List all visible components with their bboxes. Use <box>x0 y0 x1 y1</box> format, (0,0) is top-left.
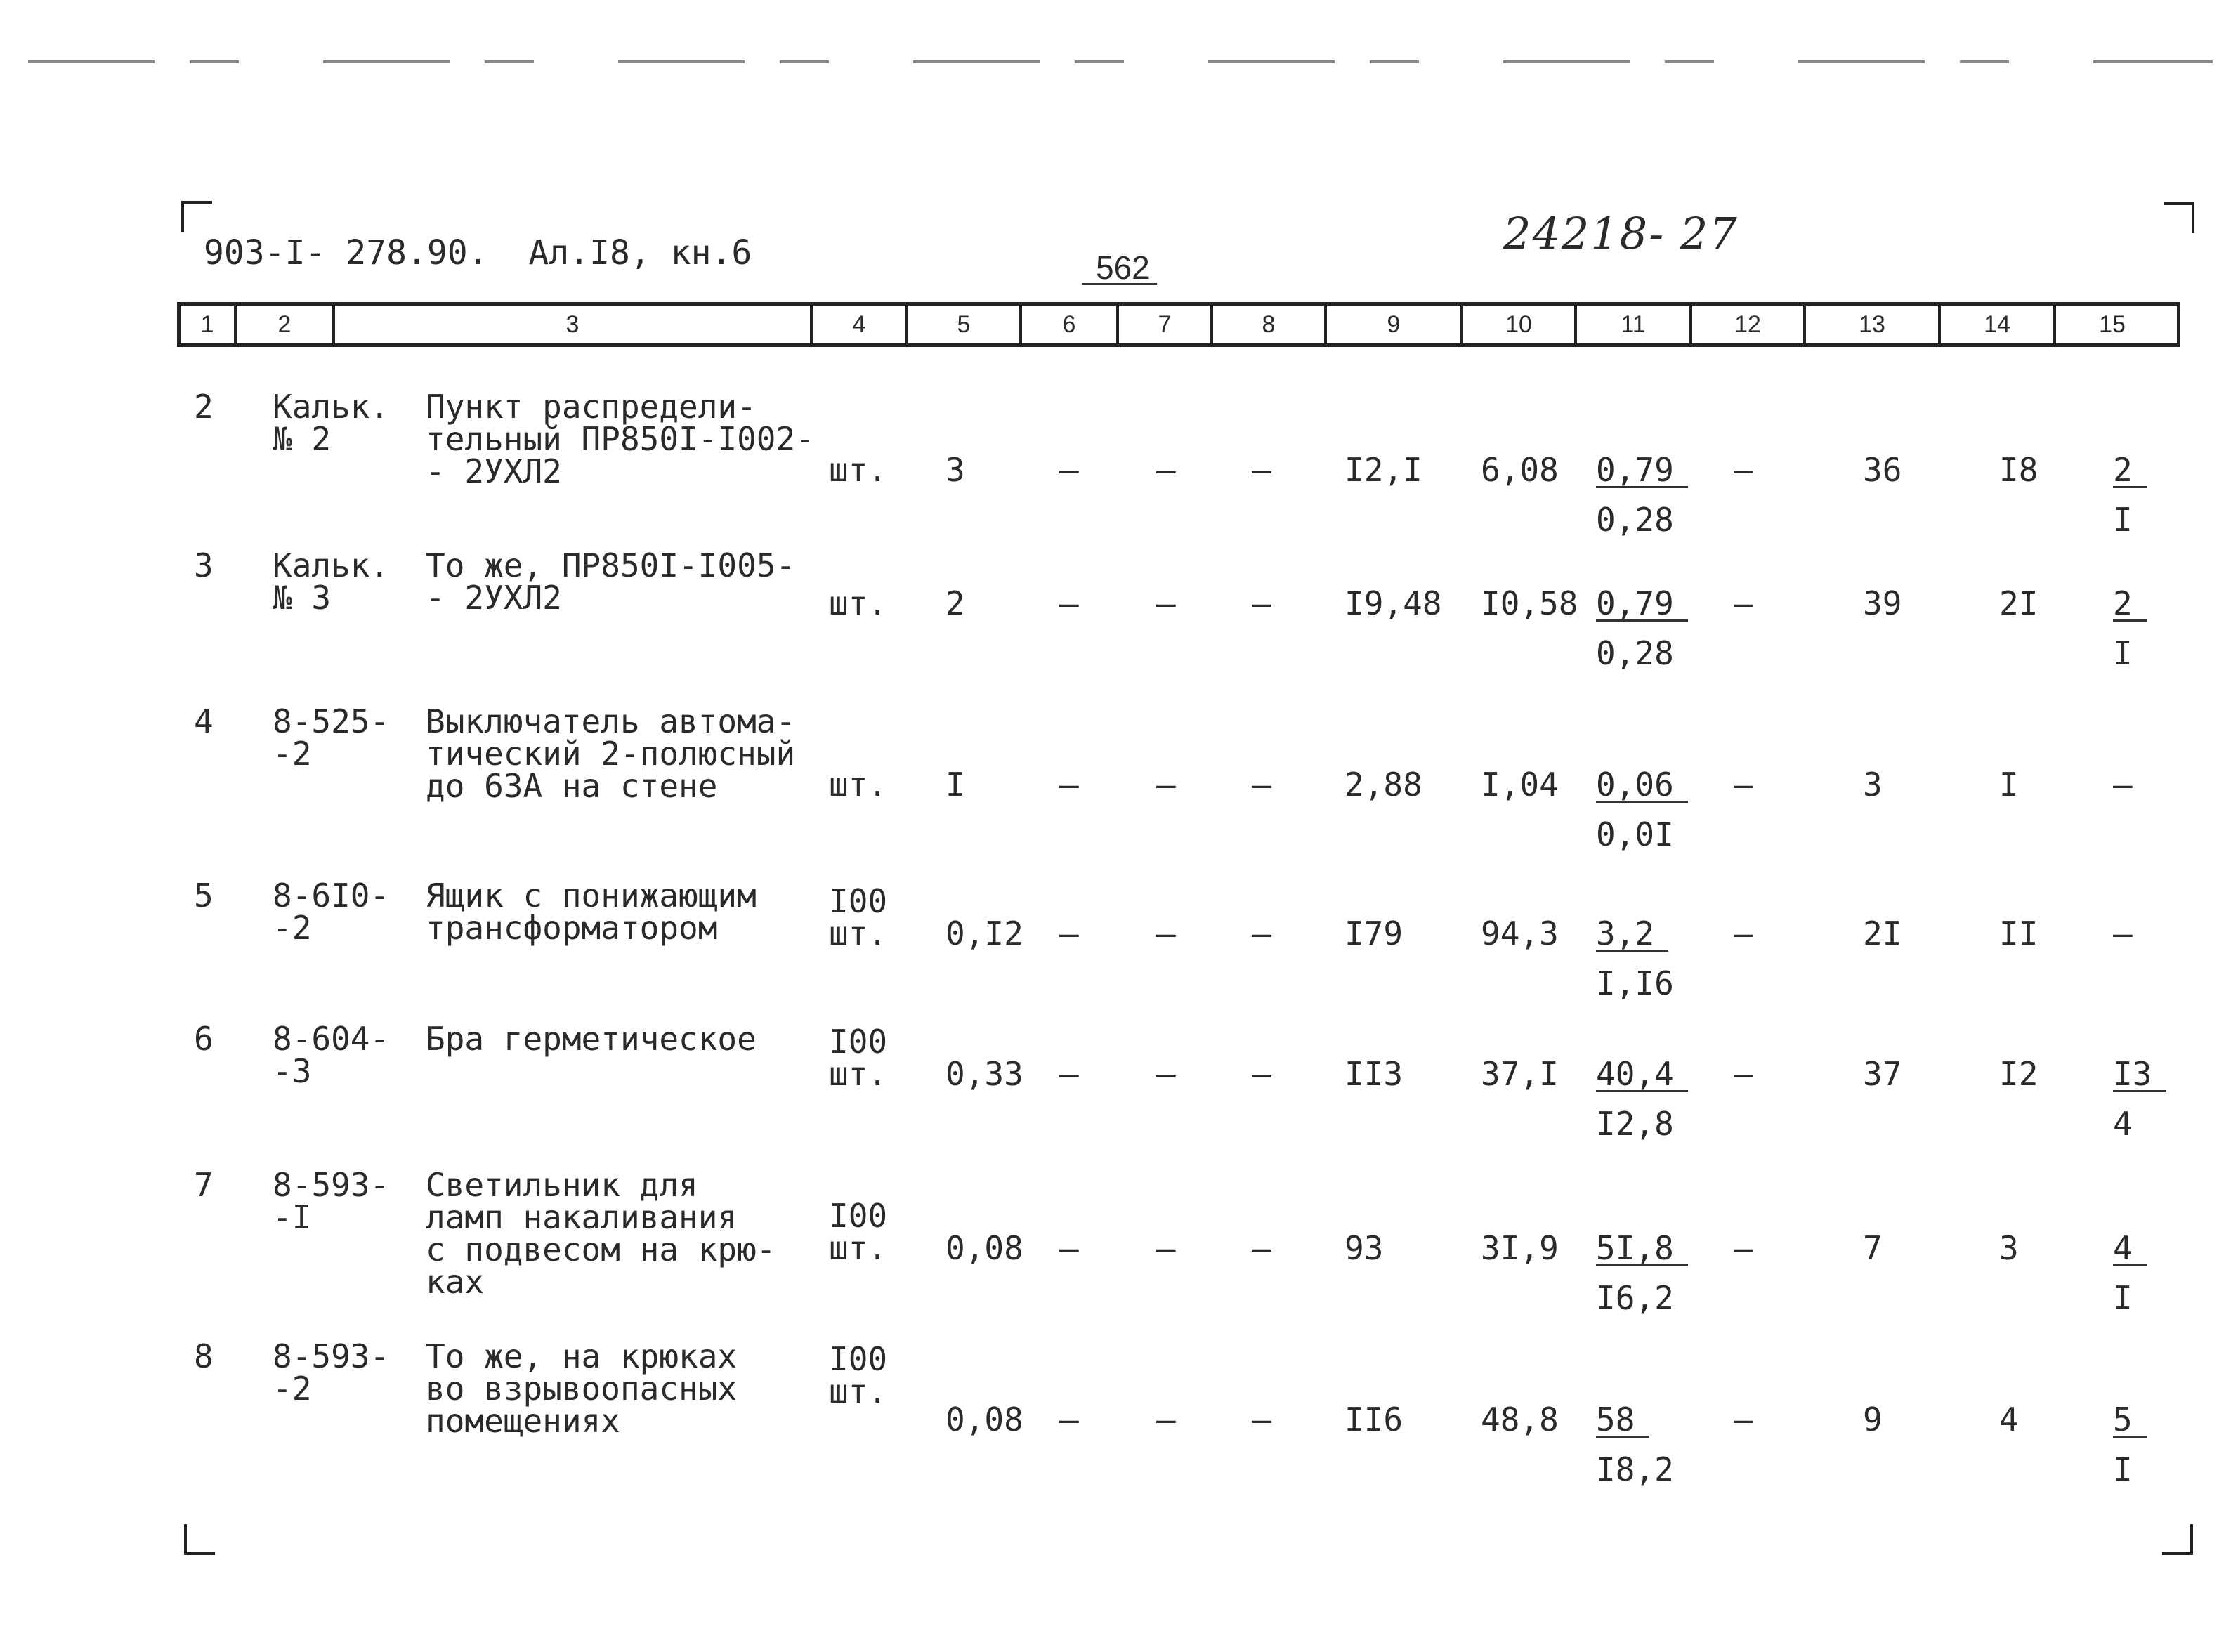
cell-col15: – <box>2113 766 2133 804</box>
cell-col12: – <box>1734 1401 1753 1438</box>
cell-col6: – <box>1059 1229 1079 1267</box>
unit: I00 шт. <box>829 1023 888 1093</box>
row-number: 4 <box>194 702 214 740</box>
quantity: 0,08 <box>945 1401 1023 1438</box>
item-name: Пункт распредели- тельный ПР850I-I002- - 2УХЛ2 <box>426 388 815 490</box>
cell-col10: I,04 <box>1481 766 1559 804</box>
document-code: 903-I- 278.90. Ал.I8, кн.6 <box>204 233 752 273</box>
cell-col7: – <box>1156 1401 1176 1438</box>
cell-col10: 94,3 <box>1481 914 1559 952</box>
cell-col11 <box>1596 584 1688 672</box>
cell-col11-numerator: 0,79 <box>1596 587 1688 622</box>
cell-col7: – <box>1156 451 1176 489</box>
cell-col10: 3I,9 <box>1481 1229 1559 1267</box>
cell-col15-denominator: 4 <box>2113 1105 2133 1143</box>
item-name: Выключатель автома- тический 2-полюсный до 63А на стене <box>426 702 796 805</box>
row-number: 7 <box>194 1166 214 1204</box>
cell-col14: II <box>1999 914 2039 952</box>
cell-col7: – <box>1156 1055 1176 1093</box>
cell-col12: – <box>1734 1229 1753 1267</box>
cell-col15-numerator: I3 <box>2113 1058 2166 1092</box>
column-header-12: 12 <box>1692 306 1806 343</box>
cell-col14: I <box>1999 766 2019 804</box>
cell-col6: – <box>1059 451 1079 489</box>
cell-col11-denominator: 0,0I <box>1596 815 1674 853</box>
cell-col8: – <box>1252 1229 1271 1267</box>
cell-col15-numerator: 2 <box>2113 587 2147 622</box>
cell-col14: 4 <box>1999 1401 2019 1438</box>
cell-col15-denominator: I <box>2113 1450 2133 1488</box>
cell-col15 <box>2113 1229 2147 1317</box>
norm-code: 8-6I0- -2 <box>273 877 390 947</box>
corner-mark-top-left <box>181 201 212 232</box>
cell-col11 <box>1596 914 1674 1002</box>
corner-mark-bottom-left <box>184 1524 215 1555</box>
column-header-row <box>177 302 2180 347</box>
cell-col11 <box>1596 768 1688 851</box>
column-header-13: 13 <box>1806 306 1941 343</box>
cell-col7: – <box>1156 1229 1176 1267</box>
norm-code: Кальк. № 3 <box>273 546 390 617</box>
cell-col14: 3 <box>1999 1229 2019 1267</box>
handwritten-number: 24218- 27 <box>1503 208 1739 259</box>
unit: I00 шт. <box>829 882 888 952</box>
cell-col7: – <box>1156 766 1176 804</box>
cell-col15 <box>2113 1055 2166 1143</box>
page-number: 562 <box>1096 249 1150 286</box>
cell-col9: 93 <box>1344 1229 1384 1267</box>
cell-col11 <box>1596 1403 1674 1486</box>
column-header-2: 2 <box>237 306 335 343</box>
cell-col13: 36 <box>1863 451 1902 489</box>
cell-col15 <box>2113 451 2147 539</box>
column-header-15: 15 <box>2099 311 2126 338</box>
row-number: 6 <box>194 1020 214 1058</box>
norm-code: 8-525- -2 <box>273 702 390 773</box>
cell-col11-denominator: I2,8 <box>1596 1105 1674 1143</box>
row-number: 8 <box>194 1337 214 1375</box>
cell-col9: I9,48 <box>1344 584 1442 622</box>
unit: шт. <box>829 451 888 489</box>
row-number: 5 <box>194 877 214 914</box>
scan-artifact-line <box>28 60 2213 63</box>
cell-col11 <box>1596 1055 1688 1143</box>
cell-col10: 6,08 <box>1481 451 1559 489</box>
column-header-4: 4 <box>813 306 908 343</box>
cell-col8: – <box>1252 1401 1271 1438</box>
cell-col15-denominator: I <box>2113 501 2133 539</box>
column-header-8: 8 <box>1213 306 1327 343</box>
quantity: 0,I2 <box>945 914 1023 952</box>
cell-col11-numerator: 3,2 <box>1596 917 1668 952</box>
cell-col8: – <box>1252 914 1271 952</box>
unit: I00 шт. <box>829 1340 888 1410</box>
cell-col14: I2 <box>1999 1055 2039 1093</box>
column-header-7: 7 <box>1119 306 1213 343</box>
cell-col14: 2I <box>1999 584 2039 622</box>
cell-col11-numerator: 5I,8 <box>1596 1232 1688 1266</box>
cell-col12: – <box>1734 766 1753 804</box>
cell-col11-denominator: I8,2 <box>1596 1450 1674 1488</box>
quantity: 3 <box>945 451 965 489</box>
norm-code: 8-604- -3 <box>273 1020 390 1090</box>
item-name: Светильник для ламп накаливания с подвесом на крю- ках <box>426 1166 776 1301</box>
cell-col9: II6 <box>1344 1401 1403 1438</box>
item-name: То же, ПР850I-I005- - 2УХЛ2 <box>426 546 796 617</box>
cell-col8: – <box>1252 1055 1271 1093</box>
cell-col6: – <box>1059 584 1079 622</box>
cell-col9: I79 <box>1344 914 1403 952</box>
column-header-1: 1 <box>181 306 237 343</box>
corner-mark-top-right <box>2164 202 2194 233</box>
cell-col9: I2,I <box>1344 451 1422 489</box>
cell-col10: 37,I <box>1481 1055 1559 1093</box>
cell-col11-denominator: I6,2 <box>1596 1279 1674 1317</box>
column-header-5: 5 <box>908 306 1022 343</box>
quantity: I <box>945 766 965 804</box>
cell-col11-numerator: 40,4 <box>1596 1058 1688 1092</box>
cell-col12: – <box>1734 914 1753 952</box>
item-name: То же, на крюках во взрывоопасных помещениях <box>426 1337 738 1440</box>
cell-col7: – <box>1156 584 1176 622</box>
cell-col13: 2I <box>1863 914 1902 952</box>
item-name: Бра герметическое <box>426 1020 757 1058</box>
cell-col11-denominator: 0,28 <box>1596 501 1674 539</box>
cell-col10: I0,58 <box>1481 584 1578 622</box>
norm-code: Кальк. № 2 <box>273 388 390 458</box>
cell-col15 <box>2113 584 2147 672</box>
corner-mark-bottom-right <box>2162 1524 2193 1555</box>
cell-col15-denominator: I <box>2113 1279 2133 1317</box>
cell-col15-numerator: 4 <box>2113 1232 2147 1266</box>
cell-col13: 37 <box>1863 1055 1902 1093</box>
cell-col8: – <box>1252 584 1271 622</box>
cell-col12: – <box>1734 451 1753 489</box>
quantity: 2 <box>945 584 965 622</box>
column-header-9: 9 <box>1327 306 1463 343</box>
cell-col12: – <box>1734 1055 1753 1093</box>
column-header-3: 3 <box>335 306 813 343</box>
quantity: 0,33 <box>945 1055 1023 1093</box>
cell-col8: – <box>1252 451 1271 489</box>
cell-col8: – <box>1252 766 1271 804</box>
column-header-10: 10 <box>1463 306 1577 343</box>
unit: I00 шт. <box>829 1197 888 1267</box>
cell-col6: – <box>1059 1055 1079 1093</box>
cell-col15: – <box>2113 914 2133 952</box>
cell-col13: 7 <box>1863 1229 1883 1267</box>
cell-col6: – <box>1059 914 1079 952</box>
cell-col6: – <box>1059 1401 1079 1438</box>
cell-col10: 48,8 <box>1481 1401 1559 1438</box>
cell-col15-numerator: 2 <box>2113 454 2147 488</box>
cell-col9: II3 <box>1344 1055 1403 1093</box>
cell-col14: I8 <box>1999 451 2039 489</box>
quantity: 0,08 <box>945 1229 1023 1267</box>
cell-col7: – <box>1156 914 1176 952</box>
cell-col9: 2,88 <box>1344 766 1422 804</box>
cell-col15-denominator: I <box>2113 634 2133 672</box>
cell-col11-denominator: I,I6 <box>1596 964 1674 1002</box>
row-number: 3 <box>194 546 214 584</box>
cell-col11 <box>1596 1229 1688 1317</box>
cell-col11-numerator: 0,06 <box>1596 768 1688 803</box>
column-header-11: 11 <box>1577 306 1692 343</box>
cell-col15-numerator: 5 <box>2113 1403 2147 1438</box>
cell-col12: – <box>1734 584 1753 622</box>
cell-col11-numerator: 0,79 <box>1596 454 1688 488</box>
column-header-6: 6 <box>1022 306 1119 343</box>
cell-col15 <box>2113 1403 2147 1486</box>
cell-col11 <box>1596 451 1688 539</box>
unit: шт. <box>829 766 888 804</box>
cell-col13: 39 <box>1863 584 1902 622</box>
cell-col11-denominator: 0,28 <box>1596 634 1674 672</box>
cell-col6: – <box>1059 766 1079 804</box>
norm-code: 8-593- -2 <box>273 1337 390 1408</box>
item-name: Ящик с понижающим трансформатором <box>426 877 757 947</box>
column-header-14: 14 <box>1941 306 2056 343</box>
row-number: 2 <box>194 388 214 426</box>
norm-code: 8-593- -I <box>273 1166 390 1236</box>
cell-col13: 9 <box>1863 1401 1883 1438</box>
cell-col13: 3 <box>1863 766 1883 804</box>
unit: шт. <box>829 584 888 622</box>
cell-col11-numerator: 58 <box>1596 1403 1649 1438</box>
